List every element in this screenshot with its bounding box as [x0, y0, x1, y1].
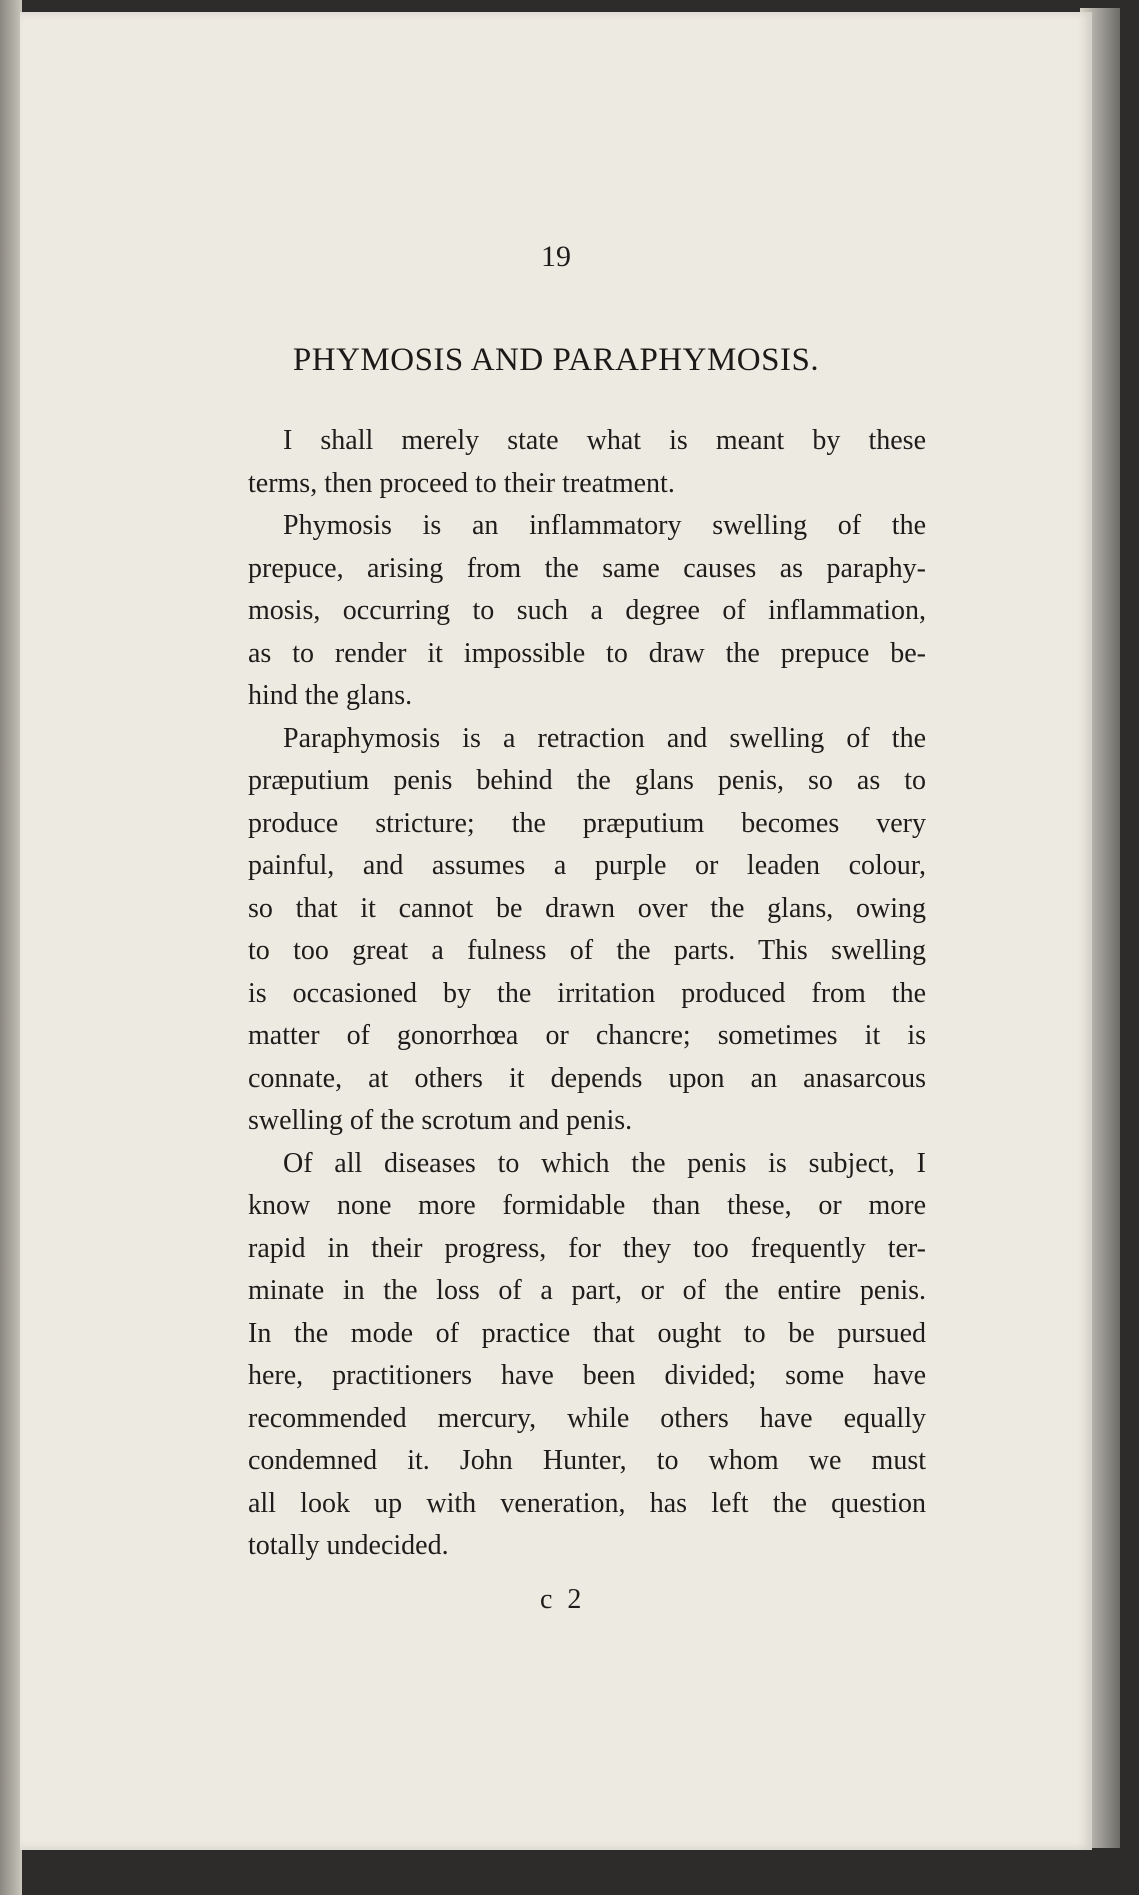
- text-line: Of all diseases to which the penis is subject, I: [283, 1147, 926, 1179]
- text-line: here, practitioners have been divided; some have: [248, 1360, 926, 1391]
- page-number: 19: [541, 240, 571, 273]
- text-line: minate in the loss of a part, or of the entire penis.: [248, 1275, 926, 1306]
- text-line: In the mode of practice that ought to be pursued: [248, 1317, 926, 1349]
- text-line: recommended mercury, while others have equally: [248, 1402, 926, 1434]
- signature-mark: c 2: [540, 1584, 586, 1615]
- text-line: swelling of the scrotum and penis.: [248, 1105, 633, 1136]
- text-line: præputium penis behind the glans penis, so as to: [248, 765, 926, 796]
- text-line: totally undecided.: [248, 1530, 449, 1561]
- text-line: Paraphymosis is a retraction and swelling of the: [283, 722, 926, 754]
- binding-edge: [0, 0, 22, 1895]
- text-line: prepuce, arising from the same causes as paraphy-: [248, 552, 926, 584]
- text-line: rapid in their progress, for they too frequently ter-: [248, 1232, 926, 1264]
- book-page: [20, 12, 1092, 1850]
- text-line: as to render it impossible to draw the prepuce be-: [248, 637, 926, 669]
- text-line: mosis, occurring to such a degree of inflammation,: [248, 595, 926, 626]
- paragraph: [248, 505, 926, 718]
- text-line: condemned it. John Hunter, to whom we must: [248, 1445, 926, 1476]
- text-line: so that it cannot be drawn over the glans, owing: [248, 892, 926, 924]
- paragraph: [248, 1143, 926, 1568]
- body-text: [248, 420, 926, 1568]
- text-line: I shall merely state what is meant by these: [283, 425, 926, 456]
- text-line: hind the glans.: [248, 680, 413, 711]
- text-line: painful, and assumes a purple or leaden colour,: [248, 850, 926, 881]
- text-line: know none more formidable than these, or more: [248, 1190, 926, 1221]
- text-line: matter of gonorrhœa or chancre; sometimes it is: [248, 1020, 926, 1051]
- text-line: all look up with veneration, has left the question: [248, 1487, 926, 1519]
- text-line: connate, at others it depends upon an anasarcous: [248, 1062, 926, 1094]
- text-line: is occasioned by the irritation produced from the: [248, 977, 926, 1009]
- text-line: to too great a fulness of the parts. This swelling: [248, 935, 926, 966]
- text-line: terms, then proceed to their treatment.: [248, 467, 675, 499]
- paragraph: [248, 420, 926, 505]
- text-line: produce stricture; the præputium becomes very: [248, 807, 926, 839]
- text-line: Phymosis is an inflammatory swelling of the: [283, 510, 926, 541]
- chapter-title: PHYMOSIS AND PARAPHYMOSIS.: [292, 342, 820, 378]
- paragraph: [248, 718, 926, 1143]
